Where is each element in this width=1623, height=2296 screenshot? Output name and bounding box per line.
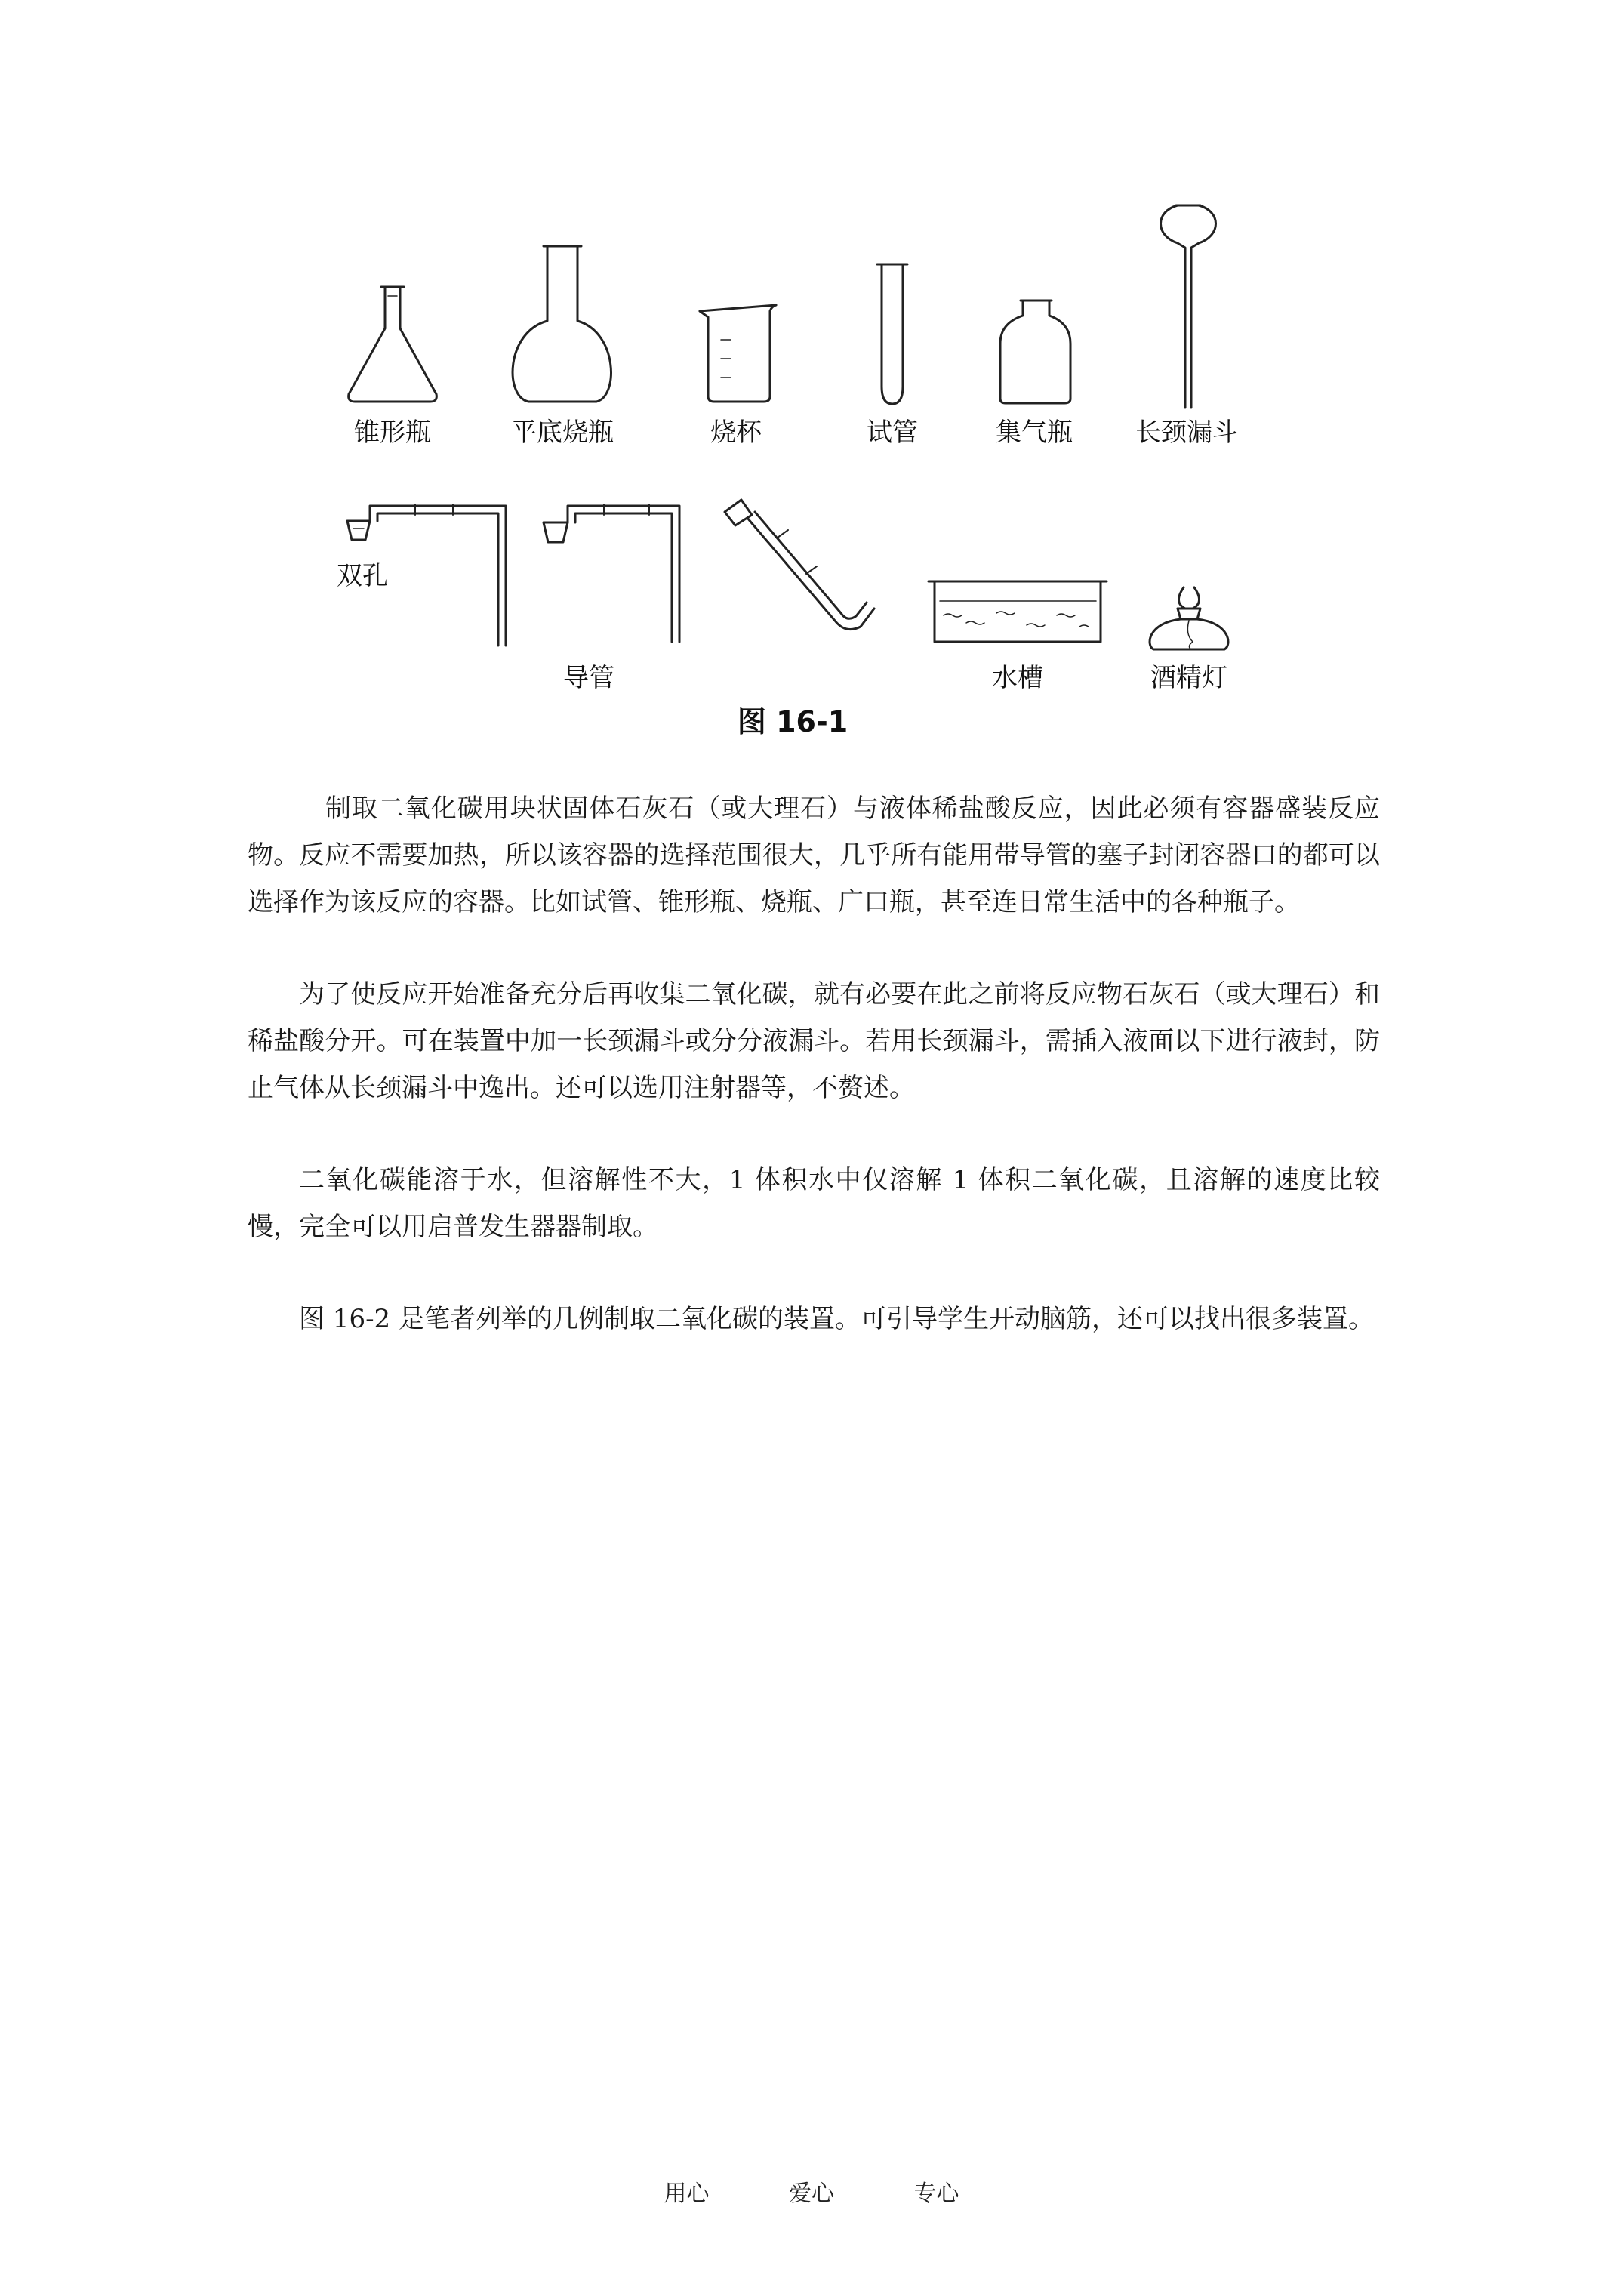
paragraph-4: 图 16-2 是笔者列举的几例制取二氧化碳的装置。可引导学生开动脑筋，还可以找出很多装置。 (299, 1304, 1374, 1334)
label-water-trough: 水槽 (992, 663, 1043, 693)
footer-item: 用心 (664, 2180, 710, 2207)
beaker-icon (700, 305, 776, 402)
label-beaker: 烧杯 (710, 418, 762, 448)
apparatus-figure (302, 189, 1283, 747)
footer-item: 专心 (913, 2180, 959, 2207)
label-test-tube: 试管 (867, 418, 918, 448)
conical-flask-icon (349, 287, 437, 402)
flat-bottom-flask-icon (513, 246, 611, 402)
page-footer (0, 2174, 1623, 2208)
label-delivery-tube: 导管 (563, 663, 614, 693)
label-alcohol-lamp: 酒精灯 (1150, 663, 1227, 693)
test-tube-icon (877, 264, 907, 404)
water-trough-icon (929, 581, 1107, 642)
bent-delivery-tube-icon (725, 500, 874, 630)
gas-jar-icon (1000, 300, 1070, 403)
label-conical-flask: 锥形瓶 (354, 418, 431, 448)
label-long-funnel: 长颈漏斗 (1135, 418, 1238, 448)
paragraph-3: 二氧化碳能溶于水，但溶解性不大，1 体积水中仅溶解 1 体积二氧化碳，且溶解的速度比较慢，完全可以用启普发生器器制取。 (248, 1165, 1380, 1242)
delivery-tube-icon (544, 504, 679, 642)
apparatus-drawing (302, 189, 1283, 747)
label-flat-flask: 平底烧瓶 (511, 418, 614, 448)
footer-item: 爱心 (789, 2180, 834, 2207)
paragraph-1: 制取二氧化碳用块状固体石灰石（或大理石）与液体稀盐酸反应，因此必须有容器盛装反应物。反应不需要加热，所以该容器的选择范围很大，几乎所有能用带导管的塞子封闭容器口的都可以选择作为该反应的容器。比如试管、锥形瓶、烧瓶、广口瓶，甚至连日常生活中的各种瓶子。 (248, 794, 1380, 917)
body-text (248, 785, 1380, 1388)
figure-caption: 图 16-1 (737, 705, 848, 738)
alcohol-lamp-icon (1150, 587, 1228, 649)
long-neck-funnel-icon (1161, 205, 1216, 408)
label-gas-jar: 集气瓶 (996, 418, 1073, 448)
label-two-hole: 双孔 (337, 561, 388, 591)
paragraph-2: 为了使反应开始准备充分后再收集二氧化碳，就有必要在此之前将反应物石灰石（或大理石）和稀盐酸分开。可在装置中加一长颈漏斗或分分液漏斗。若用长颈漏斗，需插入液面以下进行液封，防止气体从长颈漏斗中逸出。还可以选用注射器等，不赘述。 (248, 979, 1380, 1103)
